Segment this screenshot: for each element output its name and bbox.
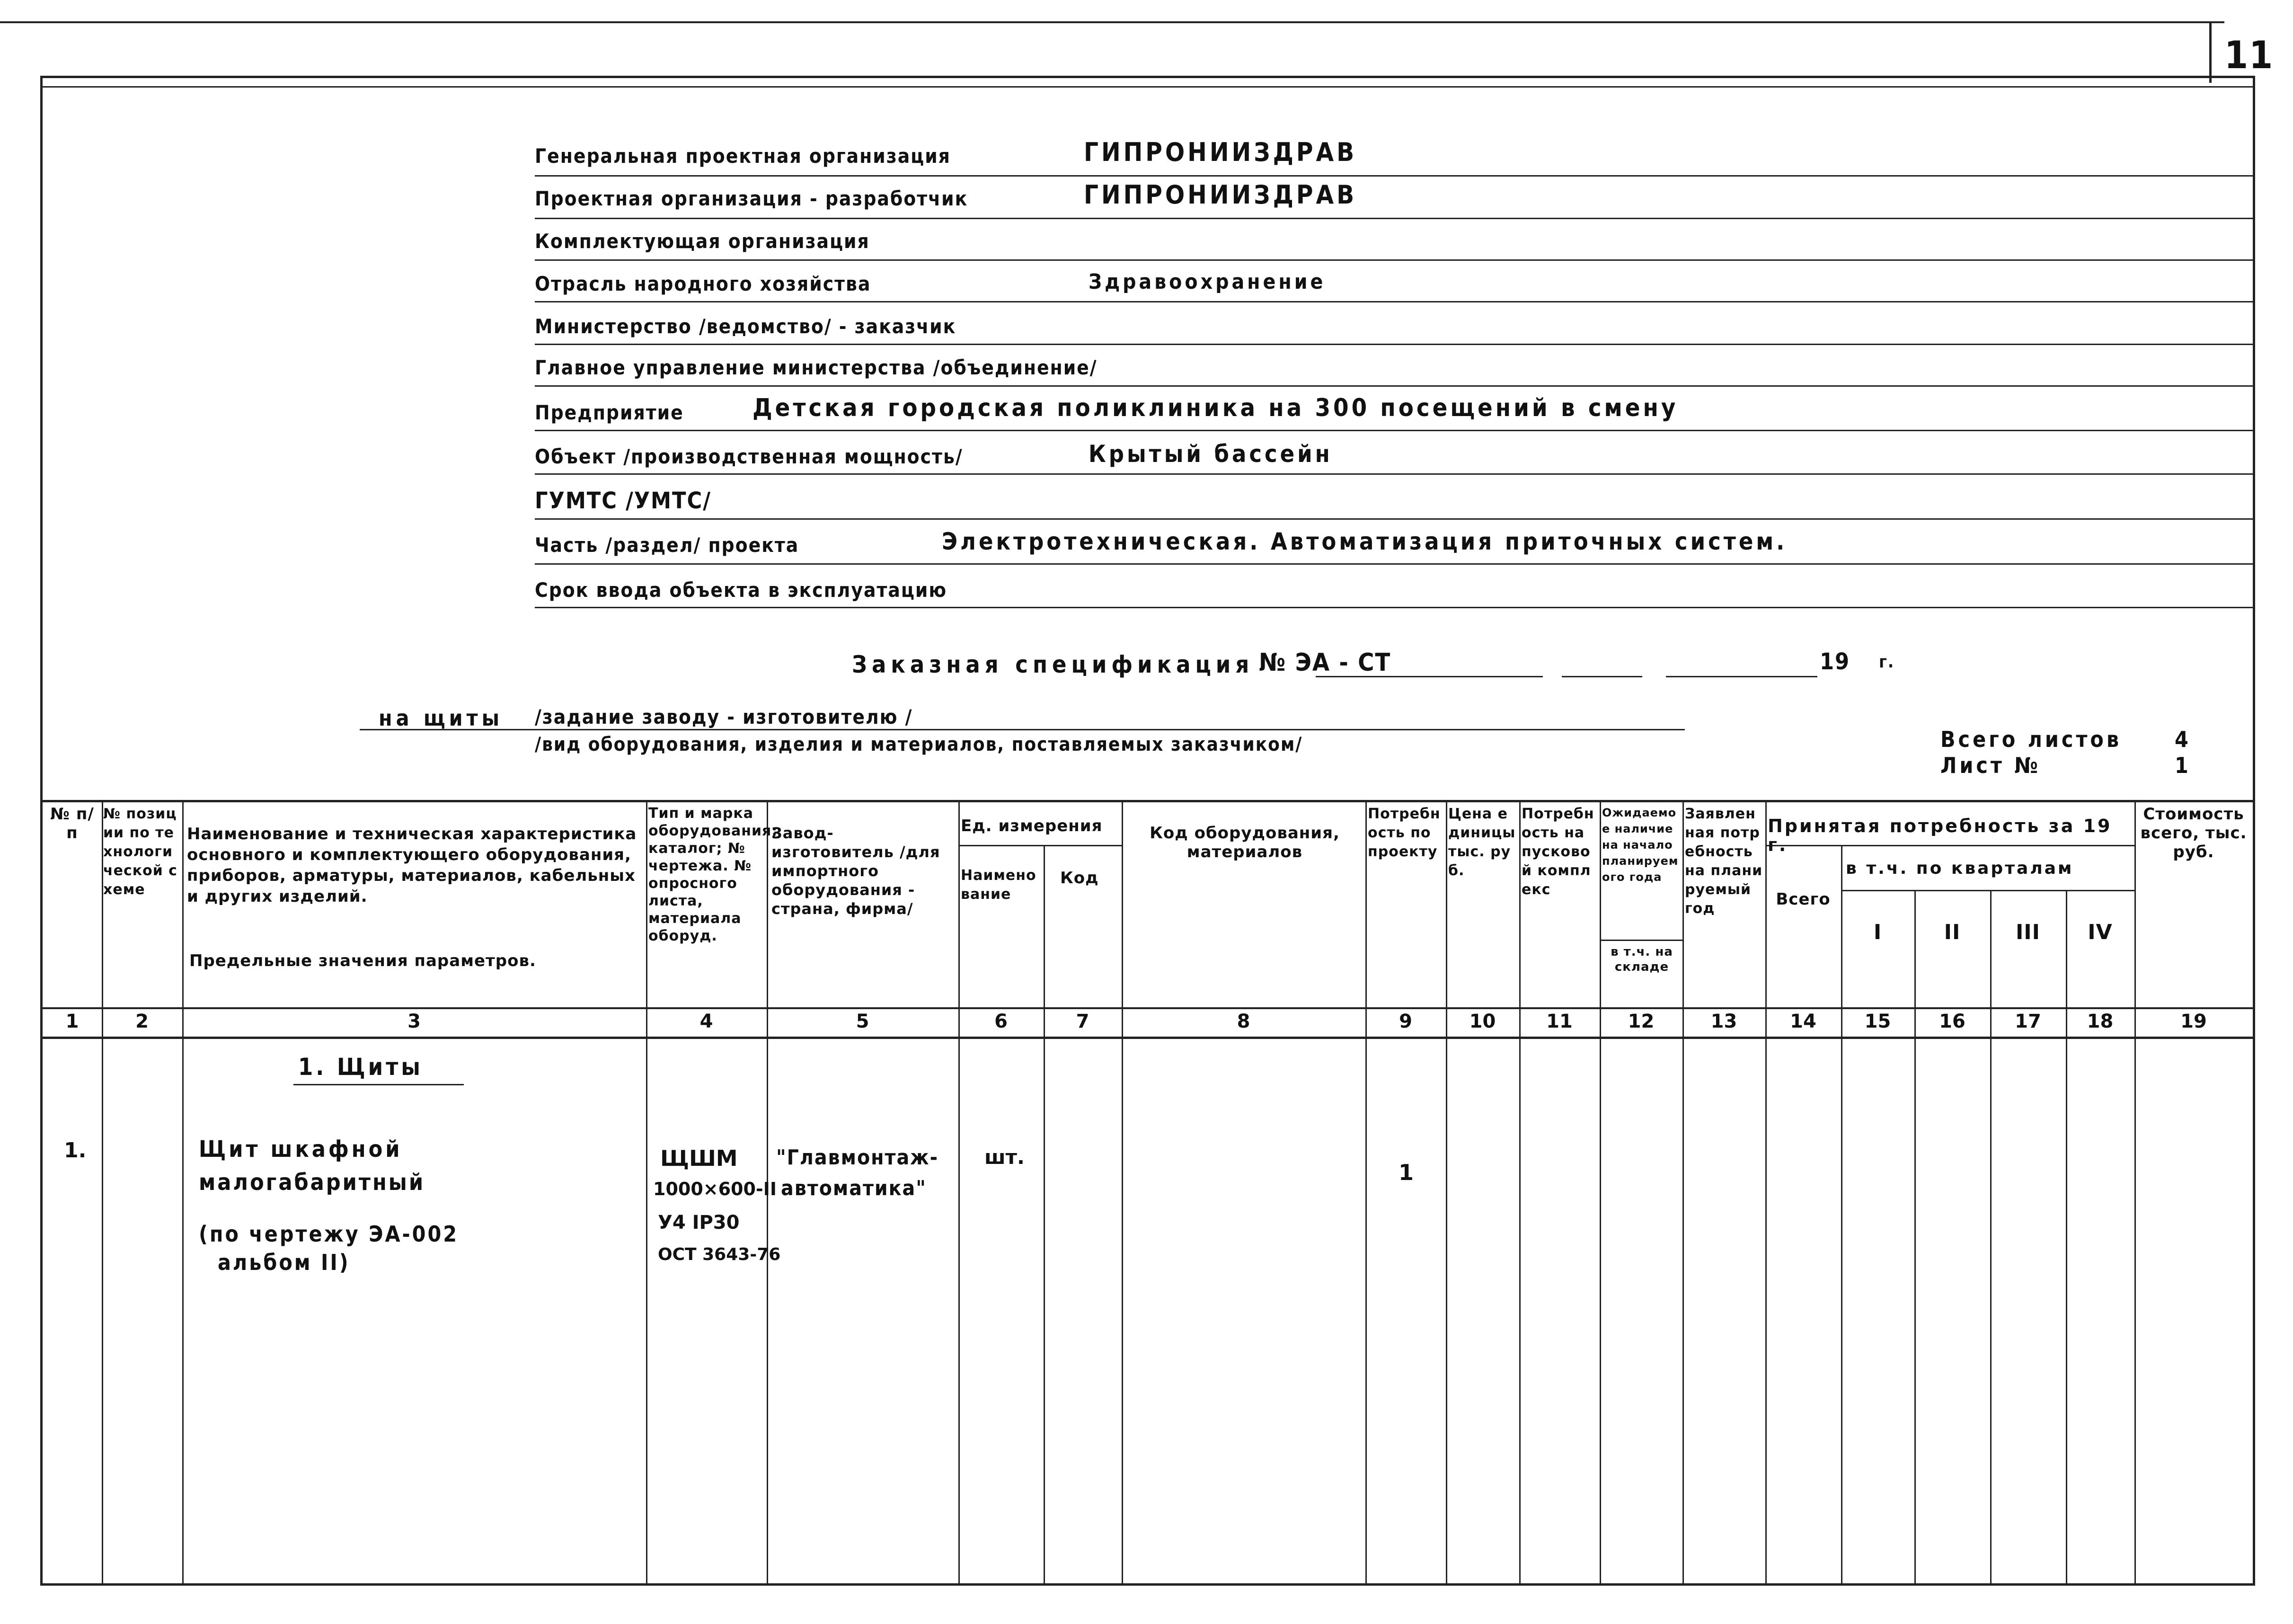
header-c1418: Принятая потребность за 19 г.: [1768, 816, 2112, 855]
header-c3: Наименование и техническая характеристика основного и комплектующего оборудования, приборов, арматуры, материалов, кабельных и других изделий.: [187, 825, 637, 906]
spec-number: № ЭА - СТ: [1259, 648, 1391, 677]
col-divider: [646, 800, 647, 1583]
col-number: 15: [1864, 1011, 1891, 1032]
col-divider: [1765, 800, 1767, 1583]
header-q3: III: [2015, 920, 2041, 944]
unit-subheader-line: [958, 845, 1122, 846]
row-number: 1.: [64, 1138, 87, 1163]
col-divider: [1682, 800, 1684, 1583]
header-c67: Ед. измерения: [961, 816, 1103, 835]
field-value: Детская городская поликлиника на 300 посещений в смену: [753, 394, 1679, 422]
col-number: 2: [135, 1011, 149, 1032]
header-c8: Код оборудования, материалов: [1150, 824, 1340, 861]
header-c13: Заявленная потребность на планируемый год: [1685, 806, 1763, 917]
page-number: 11: [2224, 33, 2274, 77]
header-q4: IV: [2088, 920, 2113, 944]
col-divider: [1365, 800, 1367, 1583]
header-c3b: Предельные значения параметров.: [189, 951, 536, 970]
spec-title: Заказная спецификация: [852, 651, 1254, 678]
field-label: Генеральная проектная организация: [535, 144, 951, 168]
col-number: 3: [407, 1011, 421, 1032]
col-divider: [1990, 890, 1992, 1583]
field-label: Отрасль народного хозяйства: [535, 272, 871, 295]
field-underline: [535, 607, 2253, 608]
row-name-line: малогабаритный: [199, 1169, 425, 1196]
field-label: Часть /раздел/ проекта: [535, 533, 799, 557]
field-label: Предприятие: [535, 401, 684, 424]
col-number: 19: [2180, 1011, 2207, 1032]
row-type-line: 1000×600-II: [653, 1179, 777, 1199]
top-rule: [0, 21, 2224, 23]
field-underline: [535, 518, 2253, 520]
field-value: Электротехническая. Автоматизация приточных систем.: [942, 528, 1788, 555]
col-divider: [958, 800, 960, 1583]
frame-inner-top: [43, 86, 2253, 88]
spec-number-line-3: [1666, 676, 1817, 677]
col-divider: [1914, 890, 1916, 1583]
col-number: 17: [2015, 1011, 2041, 1032]
spec-number-line: [1316, 676, 1543, 677]
col-divider: [102, 800, 103, 1583]
header-c12: Ожидаемое наличие на начало планируемого года: [1602, 806, 1679, 884]
row-name-line: (по чертежу ЭА-002: [199, 1221, 459, 1247]
field-underline: [535, 259, 2253, 261]
header-c6: Наименование: [961, 867, 1036, 903]
header-c9: Потребность по проекту: [1368, 806, 1441, 860]
field-label: Срок ввода объекта в эксплуатацию: [535, 578, 947, 602]
header-c19: Стоимость всего, тыс. руб.: [2140, 805, 2247, 861]
header-c12b: в т.ч. на складе: [1611, 945, 1673, 974]
col-divider: [2134, 800, 2136, 1583]
header-c4: Тип и марка оборудования; каталог; № чертежа. № опросного листа, материала оборуд.: [648, 805, 778, 944]
header-c11: Потребность на пусковой комплекс: [1522, 806, 1594, 898]
col-number: 7: [1076, 1011, 1089, 1032]
field-label: Проектная организация - разработчик: [535, 187, 968, 210]
spec-number-line-2: [1562, 676, 1642, 677]
page-number-divider: [2209, 21, 2212, 83]
header-c5: Завод-изготовитель /для импортного оборудования - страна, фирма/: [771, 824, 940, 918]
col-divider: [1446, 800, 1447, 1583]
quarters-subheader-line: [1841, 890, 2134, 891]
field-label: ГУМТС /УМТС/: [535, 488, 711, 514]
col-number: 13: [1710, 1011, 1737, 1032]
spec-subject-caption: /вид оборудования, изделия и материалов, поставляемых заказчиком/: [535, 734, 1303, 755]
row-name-line: Щит шкафной: [199, 1136, 403, 1163]
header-c10: Цена единицы тыс. руб.: [1448, 806, 1516, 879]
header-q2: II: [1944, 920, 1961, 944]
col-divider: [1600, 800, 1601, 1583]
col-divider: [2066, 890, 2067, 1583]
field-value: Здравоохранение: [1089, 270, 1326, 294]
field-label: Комплектующая организация: [535, 230, 870, 253]
table-colnum-bottom: [43, 1037, 2253, 1039]
section-title: 1. Щиты: [298, 1053, 423, 1081]
field-underline: [535, 430, 2253, 431]
col-number: 5: [856, 1011, 869, 1032]
col-number: 18: [2087, 1011, 2114, 1032]
section-title-underline: [293, 1084, 464, 1085]
col-number: 8: [1237, 1011, 1250, 1032]
col-divider: [1122, 800, 1123, 1583]
field-label: Главное управление министерства /объединение/: [535, 356, 1098, 379]
table-colnum-top: [43, 1007, 2253, 1009]
col-number: 11: [1546, 1011, 1573, 1032]
header-c7: Код: [1060, 869, 1099, 887]
field-value: ГИПРОНИИЗДРАВ: [1084, 137, 1357, 167]
col-divider: [1841, 845, 1842, 1583]
stock-subheader-line: [1600, 940, 1682, 941]
header-c1518: в т.ч. по кварталам: [1846, 859, 2074, 878]
spec-subject-note: /задание заводу - изготовителю /: [535, 705, 913, 728]
field-underline: [535, 385, 2253, 387]
spec-subject-line: [360, 729, 1685, 730]
row-maker-line: "Главмонтаж-: [776, 1145, 938, 1170]
col-divider: [1519, 800, 1521, 1583]
col-number: 9: [1399, 1011, 1412, 1032]
col-number: 16: [1939, 1011, 1965, 1032]
spec-year-suffix: г.: [1879, 652, 1895, 672]
field-label: Министерство /ведомство/ - заказчик: [535, 315, 956, 338]
total-sheets-label: Всего листов: [1940, 727, 2122, 752]
header-c1: № п/п: [50, 805, 94, 843]
row-maker-line: автоматика": [781, 1176, 927, 1200]
col-number: 6: [994, 1011, 1008, 1032]
col-number: 4: [699, 1011, 713, 1032]
header-c14: Всего: [1776, 890, 1831, 909]
col-divider: [182, 800, 184, 1583]
col-number: 12: [1628, 1011, 1655, 1032]
row-unit: шт.: [984, 1145, 1025, 1169]
field-underline: [535, 473, 2253, 475]
field-underline: [535, 563, 2253, 565]
row-type-line: У4 IР30: [658, 1212, 740, 1234]
field-value: ГИПРОНИИЗДРАВ: [1084, 180, 1357, 210]
field-underline: [535, 344, 2253, 345]
row-type-line: ЩШМ: [660, 1145, 738, 1171]
row-qty: 1: [1399, 1160, 1414, 1185]
col-number: 14: [1790, 1011, 1816, 1032]
field-label: Объект /производственная мощность/: [535, 445, 963, 468]
total-sheets-value: 4: [2175, 727, 2189, 752]
field-underline: [535, 175, 2253, 177]
col-number: 1: [65, 1011, 79, 1032]
row-name-line: альбом II): [218, 1250, 350, 1275]
row-type-line: ОСТ 3643-76: [658, 1245, 781, 1264]
header-c2: № позиции по технологической схеме: [103, 806, 177, 898]
spec-year: 19: [1820, 648, 1850, 675]
col-divider: [1044, 845, 1045, 1583]
header-q1: I: [1873, 920, 1882, 944]
table-top-line: [43, 800, 2253, 802]
field-underline: [535, 301, 2253, 302]
spec-subject: на щиты: [379, 705, 504, 731]
field-underline: [535, 218, 2253, 219]
field-value: Крытый бассейн: [1089, 440, 1333, 468]
sheet-label: Лист №: [1940, 753, 2041, 778]
sheet-value: 1: [2175, 753, 2189, 778]
col-number: 10: [1469, 1011, 1496, 1032]
